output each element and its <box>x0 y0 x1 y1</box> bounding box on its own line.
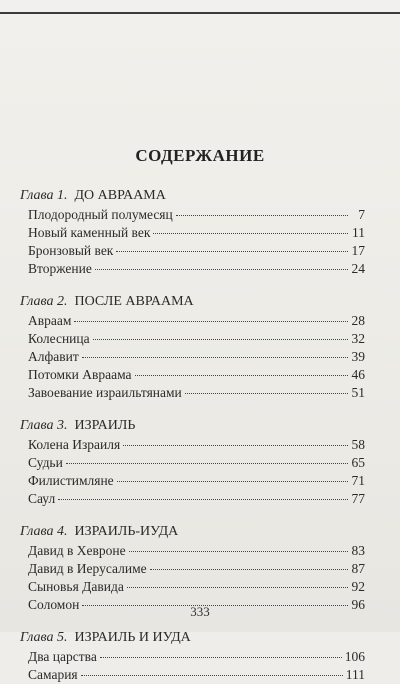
toc-entry <box>20 472 365 490</box>
toc-entry <box>20 490 365 508</box>
entry-title: Колена Израиля <box>28 437 121 452</box>
entry-title: Плодородный полумесяц <box>28 207 173 222</box>
entry-page: 46 <box>351 367 365 382</box>
page-number: 333 <box>190 604 210 619</box>
dot-leader <box>135 375 348 376</box>
chapter-heading <box>20 522 365 542</box>
chapter-heading <box>20 292 365 312</box>
dot-leader <box>58 499 348 500</box>
chapter-number: Глава 1. <box>20 188 68 203</box>
entry-title: Два царства <box>28 649 97 664</box>
toc-entry <box>20 206 365 224</box>
chapter-name: ДО АВРААМА <box>74 188 166 203</box>
toc-entry <box>20 454 365 472</box>
entry-title: Судьи <box>28 455 63 470</box>
dot-leader <box>81 675 343 676</box>
dot-leader <box>74 321 348 322</box>
dot-leader <box>95 269 348 270</box>
dot-leader <box>66 463 348 464</box>
entry-page: 87 <box>351 561 365 576</box>
entry-title: Соломон <box>28 597 80 612</box>
toc-entry <box>20 578 365 596</box>
entry-page: 51 <box>351 385 365 400</box>
chapter-1 <box>20 186 365 278</box>
entry-title: Авраам <box>28 313 72 328</box>
chapter-number: Глава 4. <box>20 524 68 539</box>
entry-page: 71 <box>351 473 365 488</box>
toc-entry <box>20 330 365 348</box>
toc-entry <box>20 312 365 330</box>
toc-entry <box>20 384 365 402</box>
toc-entry <box>20 436 365 454</box>
chapter-2 <box>20 292 365 402</box>
chapter-3 <box>20 416 365 508</box>
entry-page: 39 <box>351 349 365 364</box>
entry-page: 58 <box>351 437 365 452</box>
toc-entry <box>20 648 365 666</box>
entry-page: 28 <box>351 313 365 328</box>
entry-page: 77 <box>351 491 365 506</box>
dot-leader <box>176 215 348 216</box>
dot-leader <box>150 569 348 570</box>
chapter-5 <box>20 628 365 684</box>
dot-leader <box>100 657 342 658</box>
toc-entry <box>20 260 365 278</box>
dot-leader <box>117 481 348 482</box>
toc-entry <box>20 242 365 260</box>
chapter-name: ИЗРАИЛЬ И ИУДА <box>74 630 191 645</box>
dot-leader <box>129 551 348 552</box>
chapter-number: Глава 5. <box>20 630 68 645</box>
chapter-number: Глава 2. <box>20 294 68 309</box>
chapter-heading <box>20 628 365 648</box>
toc-entry <box>20 560 365 578</box>
dot-leader <box>153 233 348 234</box>
toc-entry <box>20 348 365 366</box>
contents-title: СОДЕРЖАНИЕ <box>135 146 265 165</box>
entry-page: 11 <box>352 225 365 240</box>
entry-title: Сыновья Давида <box>28 579 124 594</box>
entry-page: 111 <box>345 667 365 682</box>
entry-title: Потомки Авраама <box>28 367 132 382</box>
entry-title: Бронзовый век <box>28 243 114 258</box>
entry-title: Алфавит <box>28 349 79 364</box>
entry-title: Давид в Иерусалиме <box>28 561 147 576</box>
entry-page: 24 <box>351 261 365 276</box>
entry-page: 92 <box>351 579 365 594</box>
entry-title: Вторжение <box>28 261 92 276</box>
chapter-heading <box>20 186 365 206</box>
dot-leader <box>127 587 348 588</box>
entry-page: 32 <box>351 331 365 346</box>
dot-leader <box>123 445 348 446</box>
entry-title: Филистимляне <box>28 473 114 488</box>
entry-title: Давид в Хевроне <box>28 543 126 558</box>
entry-page: 7 <box>358 207 365 222</box>
entry-title: Самария <box>28 667 78 682</box>
entry-page: 83 <box>351 543 365 558</box>
entry-page: 106 <box>344 649 365 664</box>
chapter-number: Глава 3. <box>20 418 68 433</box>
entry-title: Колесница <box>28 331 90 346</box>
chapter-name: ИЗРАИЛЬ <box>74 418 136 433</box>
chapter-4 <box>20 522 365 614</box>
top-rule <box>0 12 400 14</box>
chapter-heading <box>20 416 365 436</box>
dot-leader <box>116 251 348 252</box>
dot-leader <box>93 339 348 340</box>
chapter-name: ИЗРАИЛЬ-ИУДА <box>74 524 179 539</box>
toc-entry <box>20 224 365 242</box>
toc-entry <box>20 366 365 384</box>
entry-page: 17 <box>351 243 365 258</box>
entry-page: 96 <box>351 597 365 612</box>
dot-leader <box>185 393 348 394</box>
entry-title: Завоевание израильтянами <box>28 385 182 400</box>
dot-leader <box>82 357 348 358</box>
toc-entry <box>20 666 365 684</box>
entry-page: 65 <box>351 455 365 470</box>
entry-title: Новый каменный век <box>28 225 151 240</box>
entry-title: Саул <box>28 491 56 506</box>
toc-entry <box>20 542 365 560</box>
chapter-name: ПОСЛЕ АВРААМА <box>74 294 194 309</box>
